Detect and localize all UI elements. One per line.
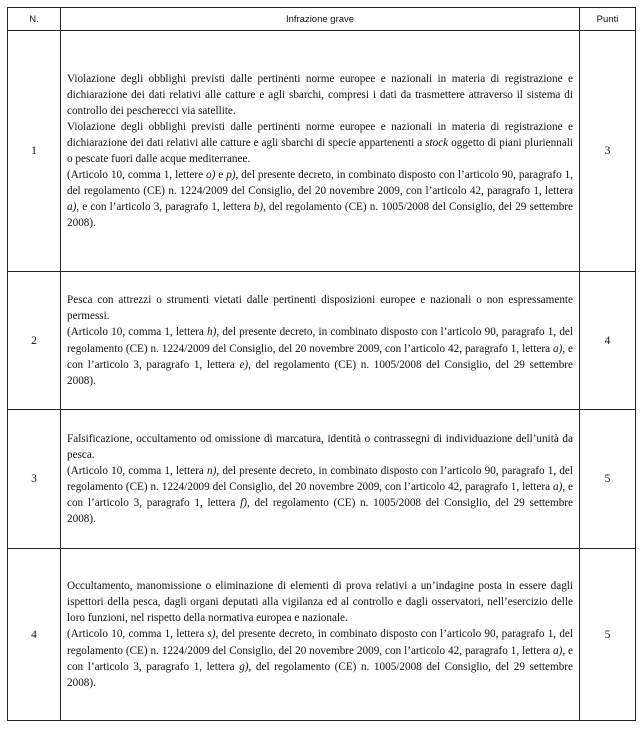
text-run: , e con l’articolo 3, paragrafo 1, lettera: [76, 201, 254, 214]
text-run: , del presente decreto, in combinato disposto con l’articolo 90, paragrafo 1, del regolamento (CE) n. 1224/2009 del Consiglio, del 20 novembre 2009, con l’articolo 42, paragrafo 1, lettera: [67, 628, 574, 657]
header-number: N.: [8, 8, 61, 31]
italic-text: g): [239, 660, 249, 673]
legal-reference: [67, 626, 573, 690]
italic-text: a): [552, 644, 563, 657]
offense-description: [61, 410, 580, 549]
italic-text: p): [226, 169, 236, 182]
legal-reference: [67, 324, 573, 388]
offense-description: [61, 31, 580, 272]
offense-paragraph: Falsificazione, occultamento od omissione di marcatura, identità o contrassegni di individuazione dell’unità da pesca.: [67, 432, 573, 461]
text-run: (Articolo 10, comma 1, lettera: [67, 464, 208, 477]
text-run: , del regolamento (CE) n. 1005/2008 del Consiglio, del 29 settembre 2008).: [67, 660, 573, 689]
header-row: [8, 8, 636, 31]
table-row: [8, 549, 636, 721]
row-number: 1: [8, 31, 61, 272]
text-run: Violazione degli obblighi previsti dalle pertinenti norme europee e nazionali in materia di registrazione e dichiarazione dei dati relativi alle catture e agli sbarchi di specie appartenenti a: [67, 120, 573, 149]
points-value: 4: [580, 272, 636, 410]
text-run: , del regolamento (CE) n. 1005/2008 del Consiglio, del 29 settembre 2008).: [67, 358, 573, 387]
header-points: Punti: [580, 8, 636, 31]
italic-text: stock: [425, 136, 449, 149]
row-number: 4: [8, 549, 61, 721]
italic-text: h): [207, 326, 217, 339]
points-value: 5: [580, 410, 636, 549]
italic-text: a): [67, 201, 77, 214]
table-row: [8, 272, 636, 410]
italic-text: a): [552, 342, 563, 355]
text-run: (Articolo 10, comma 1, lettere: [67, 169, 206, 182]
italic-text: o): [206, 169, 216, 182]
offense-paragraph: Occultamento, manomissione o eliminazione di elementi di prova relativi a un’indagine posta in essere dagli ispettori della pesca, dagli organi deputati alla vigilanza ed al controllo e dagli osservatori, nell’esercizio delle loro funzioni, nel rispetto della normativa europea e nazionale.: [67, 580, 573, 625]
text-run: , e con l’articolo 3, paragrafo 1, lettera: [67, 481, 574, 510]
row-number: 2: [8, 272, 61, 410]
offense-paragraph: [67, 119, 573, 167]
offense-description: [61, 549, 580, 721]
text-run: , del presente decreto, in combinato disposto con l’articolo 90, paragrafo 1, del regolamento (CE) n. 1224/2009 del Consiglio, del 20 novembre 2009, con l’articolo 42, paragrafo 1, lettera: [67, 464, 573, 493]
italic-text: n): [207, 464, 217, 477]
italic-text: b): [253, 201, 264, 214]
text-run: , e con l’articolo 3, paragrafo 1, lettera: [67, 342, 574, 371]
text-run: (Articolo 10, comma 1, lettera: [67, 628, 208, 641]
italic-text: a): [552, 481, 563, 493]
offense-paragraph: Pesca con attrezzi o strumenti vietati dalle pertinenti disposizioni europee e nazionali o non espressamente permessi.: [67, 294, 573, 323]
points-value: 5: [580, 549, 636, 721]
text-run: , del presente decreto, in combinato disposto con l’articolo 90, paragrafo 1, del regolamento (CE) n. 1224/2009 del Consiglio, del 20 novembre 2009, con l’articolo 42, paragrafo 1, lettera: [67, 169, 574, 198]
points-value: 3: [580, 31, 636, 272]
offense-paragraph: Violazione degli obblighi previsti dalle pertinenti norme europee e nazionali in materia di registrazione e dichiarazione dei dati relativi alle catture e agli sbarchi, compresi i dati da trasmettere attraverso il sistema di controllo dei pescherecci via satellite.: [67, 72, 573, 117]
table-row: [8, 410, 636, 549]
table-row: [8, 31, 636, 272]
offense-description: [61, 272, 580, 410]
text-run: e: [215, 169, 227, 182]
infractions-table: [7, 7, 636, 721]
row-number: 3: [8, 410, 61, 549]
text-run: (Articolo 10, comma 1, lettera: [67, 326, 208, 339]
text-run: , del presente decreto, in combinato disposto con l’articolo 90, paragrafo 1, del regolamento (CE) n. 1224/2009 del Consiglio, del 20 novembre 2009, con l’articolo 42, paragrafo 1, lettera: [67, 326, 573, 355]
legal-reference: [67, 463, 573, 527]
text-run: , del regolamento (CE) n. 1005/2008 del Consiglio, del 29 settembre 2008).: [67, 497, 573, 526]
italic-text: s): [207, 628, 216, 641]
italic-text: e): [239, 358, 249, 371]
header-offense: Infrazione grave: [61, 8, 580, 31]
text-run: oggetto di piani pluriennali o pescate fuori dalle acque mediterranee.: [67, 136, 573, 165]
italic-text: f): [240, 497, 247, 510]
text-run: , e con l’articolo 3, paragrafo 1, lettera: [67, 644, 574, 673]
legal-reference: [67, 167, 573, 231]
text-run: , del regolamento (CE) n. 1005/2008 del Consiglio, del 29 settembre 2008).: [67, 201, 573, 230]
